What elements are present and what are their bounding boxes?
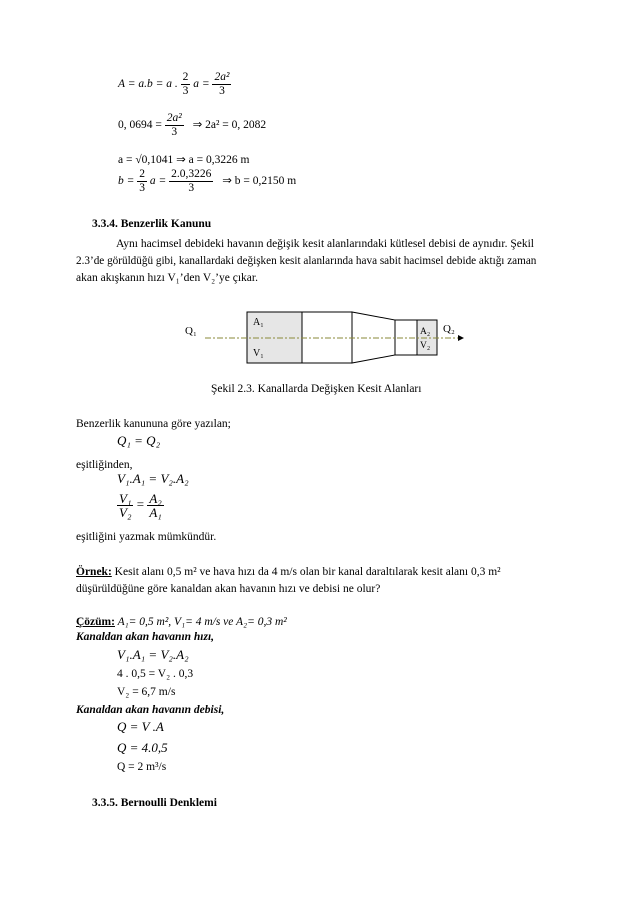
formula-line4: b = $\frac{2}{3}$ a = $\frac{2.0,3226}{3}$ ⇒ b = 0,2150 m [118,168,297,194]
arrow-icon [458,335,464,341]
paragraph-line: akan akışkanın hızı V₁’den V₂’ye çıkar. [76,272,258,284]
fraction: $\frac{\text{2a²}}{3}$ [214,71,230,97]
section-heading: 3.3.5. Bernoulli Denklemi [92,797,217,809]
fraction: $\frac{2}{3}$ [139,168,146,194]
formula-line1-left: A = a.b = a . [118,78,178,91]
paragraph-line: Aynı hacimsel debideki havanın değişik kesit alanlarındaki kütlesel debisi de aynıdır. Şekil [116,238,534,250]
a2-label: A₂ [420,327,431,337]
duct-figure [170,300,470,375]
v1-label: V₁ [253,348,264,359]
solution-eq: V₁.A₁ = V₂.A₂ [117,647,189,662]
formula-area [118,71,231,98]
figure-caption: Şekil 2.3. Kanallarda Değişken Kesit Alanları [211,383,422,395]
solution-result: V₂ = 6,7 m/s [117,686,176,698]
a1-label: A₁ [253,317,264,328]
solution-given: Çözüm: A₁= 0,5 m², V₁= 4 m/s ve A₂= 0,3 m² [76,616,287,628]
solution-result: Q = 2 m³/s [117,761,167,773]
equation-continuity: V₁.A₁ = V₂.A₂ [117,471,189,486]
q1-label: Q₁ [185,325,197,337]
fraction: $\frac{\text{2a²}}{3}$ [166,112,182,138]
equation-ratio: $\frac{\text{V₁}}{\text{V₂}}$ = $\frac{\text{A₂}}{\text{A₁}}$ [119,491,162,520]
formula-line3: a = √0,1041 ⇒ a = 0,3226 m [118,154,250,166]
q2-label: Q₂ [443,323,455,335]
paragraph-line: 2.3’de görüldüğü gibi, kanallardaki değişken kesit alanlarında hava sabit hacimsel debide aktığı zaman [76,255,537,267]
solution-subheading: Kanaldan akan havanın hızı, [76,631,215,643]
fraction: $\frac{2}{3}$ [182,71,189,97]
equation-q: Q₁ = Q₂ [117,433,161,448]
solution-eq: Q = 4.0,5 [117,740,168,755]
solution-eq: 4 . 0,5 = V₂ . 0,3 [117,668,194,680]
example-label: Örnek: [76,566,112,578]
body-intro: Benzerlik kanununa göre yazılan; [76,418,231,430]
solution-subheading: Kanaldan akan havanın debisi, [76,704,225,716]
v2-label: V₂ [420,341,431,351]
formula-line1-mid: a = [193,78,210,91]
solution-eq: Q = V .A [117,719,164,734]
formula-line2: 0, 0694 = $\frac{\text{2a²}}{3}$ ⇒ 2a² = 0, 2082 [118,112,267,138]
section-heading: 3.3.4. Benzerlik Kanunu [92,218,212,230]
body-text: eşitliğinden, [76,459,133,471]
example-line2: düşürüldüğüne göre kanaldan akan havanın hızı ve debisi ne olur? [76,583,381,595]
example-line1: Örnek: Kesit alanı 0,5 m² ve hava hızı da 4 m/s olan bir kanal daraltılarak kesit alanı 0,3 m² [76,566,501,578]
solution-label: Çözüm: [76,616,115,628]
body-text: eşitliğini yazmak mümkündür. [76,531,217,543]
fraction: $\frac{2.0,3226}{3}$ [171,168,212,194]
